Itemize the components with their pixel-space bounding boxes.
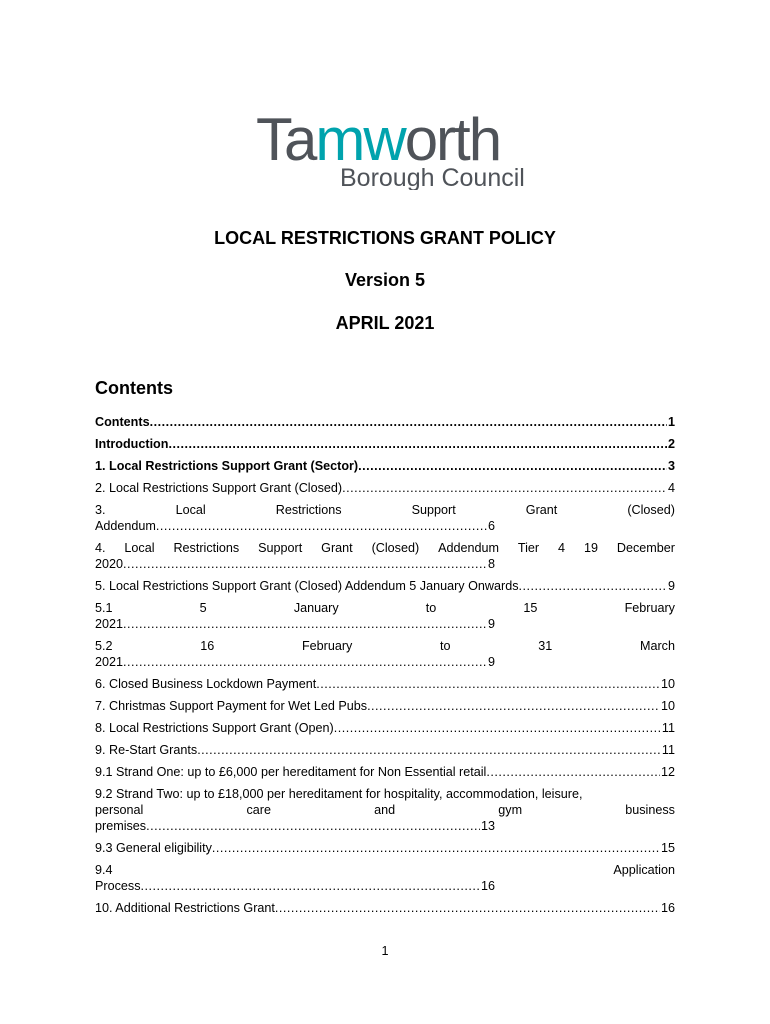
toc-entry-text: 2021 [95, 617, 124, 631]
toc-word: December [616, 541, 675, 555]
toc-entry[interactable] [95, 676, 675, 692]
toc-word: Addendum [438, 541, 499, 555]
toc-entry-line [95, 414, 675, 430]
toc-word: Application [613, 863, 675, 877]
toc-page-number: 9 [667, 579, 675, 593]
document-version: Version 5 [344, 270, 426, 290]
toc-word: business [625, 803, 675, 817]
toc-entry-text: 9. Re-Start Grants [95, 743, 198, 757]
toc-entry-justified-line [95, 502, 675, 518]
toc-word: Local [175, 503, 206, 517]
toc-entry-line [95, 616, 495, 632]
toc-entry-line [95, 764, 675, 780]
page-number: 1 [381, 944, 389, 958]
toc-page-number: 1 [667, 415, 675, 429]
toc-entry-line [95, 556, 495, 572]
toc-entry-line [95, 436, 675, 452]
table-of-contents [95, 414, 675, 922]
toc-entry-line [95, 720, 675, 736]
toc-entry[interactable] [95, 862, 675, 894]
tamworth-borough-council-logo [256, 104, 526, 190]
toc-entry-text: Process [95, 879, 141, 893]
toc-leader [342, 480, 667, 496]
toc-word: 15 [523, 601, 538, 615]
toc-entry[interactable] [95, 786, 675, 834]
toc-entry-line [95, 654, 495, 670]
toc-word: (Closed) [627, 503, 675, 517]
toc-entry-text: Introduction [95, 437, 169, 451]
toc-leader [358, 458, 667, 474]
toc-word: Grant [321, 541, 353, 555]
toc-word: 5.1 [95, 601, 113, 615]
svg-text:Tamworth: Tamworth [256, 106, 501, 173]
toc-leader [123, 654, 487, 670]
document-title: LOCAL RESTRICTIONS GRANT POLICY [214, 228, 556, 248]
toc-leader [275, 900, 660, 916]
toc-entry-justified-line [95, 540, 675, 556]
toc-word: care [246, 803, 271, 817]
toc-entry-text: 10. Additional Restrictions Grant [95, 901, 275, 915]
toc-entry-line [95, 578, 675, 594]
svg-text:Borough Council: Borough Council [340, 164, 525, 190]
toc-page-number: 6 [487, 519, 495, 533]
toc-entry-line [95, 518, 495, 534]
toc-leader [156, 518, 487, 534]
toc-leader [150, 414, 667, 430]
toc-word: 3. [95, 503, 106, 517]
toc-leader [168, 436, 667, 452]
toc-leader [197, 742, 661, 758]
toc-entry-justified-line [95, 638, 675, 654]
toc-entry[interactable] [95, 414, 675, 430]
toc-page-number: 16 [480, 879, 495, 893]
toc-entry[interactable] [95, 840, 675, 856]
toc-leader [316, 676, 660, 692]
toc-page-number: 13 [480, 819, 495, 833]
toc-page-number: 11 [661, 721, 675, 735]
toc-entry[interactable] [95, 742, 675, 758]
toc-word: Tier [517, 541, 540, 555]
toc-leader [519, 578, 667, 594]
toc-entry-text: Addendum [95, 519, 156, 533]
toc-entry[interactable] [95, 720, 675, 736]
toc-leader [212, 840, 660, 856]
toc-entry[interactable] [95, 600, 675, 632]
toc-entry-line [95, 900, 675, 916]
toc-entry-text: 7. Christmas Support Payment for Wet Led Pubs [95, 699, 368, 713]
toc-word: Restrictions [173, 541, 240, 555]
toc-leader [123, 556, 487, 572]
toc-word: January [293, 601, 339, 615]
toc-word: 16 [200, 639, 215, 653]
toc-entry-text: 2. Local Restrictions Support Grant (Closed) [95, 481, 343, 495]
toc-leader [146, 818, 480, 834]
toc-entry-text: 9.2 Strand Two: up to £18,000 per hereditament for hospitality, accommodation, leisure, [95, 787, 583, 801]
toc-page-number: 11 [661, 743, 675, 757]
toc-leader [367, 698, 660, 714]
toc-word: to [425, 601, 437, 615]
toc-page-number: 12 [660, 765, 675, 779]
toc-entry-line [95, 878, 495, 894]
toc-word: Grant [525, 503, 558, 517]
toc-entry[interactable] [95, 764, 675, 780]
toc-entry[interactable] [95, 480, 675, 496]
toc-page-number: 15 [660, 841, 675, 855]
toc-page-number: 8 [487, 557, 495, 571]
toc-page-number: 4 [667, 481, 675, 495]
toc-entry-text: 2020 [95, 557, 124, 571]
toc-word: 5.2 [95, 639, 113, 653]
toc-entry-justified-line [95, 802, 675, 818]
toc-entry-line [95, 458, 675, 474]
contents-heading: Contents [95, 378, 173, 398]
toc-word: 4. [95, 541, 106, 555]
toc-word: February [624, 601, 675, 615]
toc-word: Restrictions [275, 503, 342, 517]
toc-entry[interactable] [95, 578, 675, 594]
toc-page-number: 3 [667, 459, 675, 473]
toc-entry-text: 9.3 General eligibility [95, 841, 212, 855]
toc-entry-line [95, 742, 675, 758]
toc-entry-line [95, 480, 675, 496]
toc-entry[interactable] [95, 436, 675, 452]
toc-word: personal [95, 803, 144, 817]
toc-page-number: 10 [660, 699, 675, 713]
toc-entry[interactable] [95, 540, 675, 572]
toc-entry-text: Contents [95, 415, 150, 429]
toc-entry-line [95, 676, 675, 692]
toc-entry-text: 1. Local Restrictions Support Grant (Sector) [95, 459, 359, 473]
toc-entry-text: 2021 [95, 655, 124, 669]
toc-entry-text: 5. Local Restrictions Support Grant (Closed) Addendum 5 January Onwards [95, 579, 519, 593]
toc-word: March [639, 639, 675, 653]
toc-entry-line [95, 840, 675, 856]
toc-entry-text: premises [95, 819, 147, 833]
toc-word: 4 [558, 541, 566, 555]
toc-word: Support [411, 503, 456, 517]
toc-entry[interactable] [95, 900, 675, 916]
toc-page-number: 2 [667, 437, 675, 451]
toc-word: 5 [199, 601, 207, 615]
toc-entry-text: 6. Closed Business Lockdown Payment [95, 677, 317, 691]
toc-entry[interactable] [95, 458, 675, 474]
toc-entry[interactable] [95, 502, 675, 534]
toc-word: February [301, 639, 353, 653]
toc-page-number: 10 [660, 677, 675, 691]
toc-leader [141, 878, 480, 894]
toc-word: and [374, 803, 396, 817]
toc-page-number: 9 [487, 655, 495, 669]
toc-word: (Closed) [371, 541, 420, 555]
toc-leader [334, 720, 661, 736]
toc-word: gym [498, 803, 523, 817]
toc-entry-justified-line [95, 862, 675, 878]
toc-entry-line [95, 698, 675, 714]
toc-leader [123, 616, 487, 632]
toc-word: Support [258, 541, 303, 555]
document-date: APRIL 2021 [335, 313, 435, 333]
toc-page-number: 16 [660, 901, 675, 915]
toc-entry[interactable] [95, 638, 675, 670]
toc-word: 19 [583, 541, 598, 555]
toc-word: 31 [538, 639, 553, 653]
toc-entry[interactable] [95, 698, 675, 714]
toc-entry-text: 9.1 Strand One: up to £6,000 per hereditament for Non Essential retail [95, 765, 487, 779]
toc-word: Local [124, 541, 155, 555]
toc-entry-line [95, 818, 495, 834]
toc-leader [486, 764, 660, 780]
toc-entry-justified-line [95, 600, 675, 616]
toc-page-number: 9 [487, 617, 495, 631]
toc-word: 9.4 [95, 863, 113, 877]
toc-word: to [440, 639, 451, 653]
toc-entry-text: 8. Local Restrictions Support Grant (Open) [95, 721, 334, 735]
